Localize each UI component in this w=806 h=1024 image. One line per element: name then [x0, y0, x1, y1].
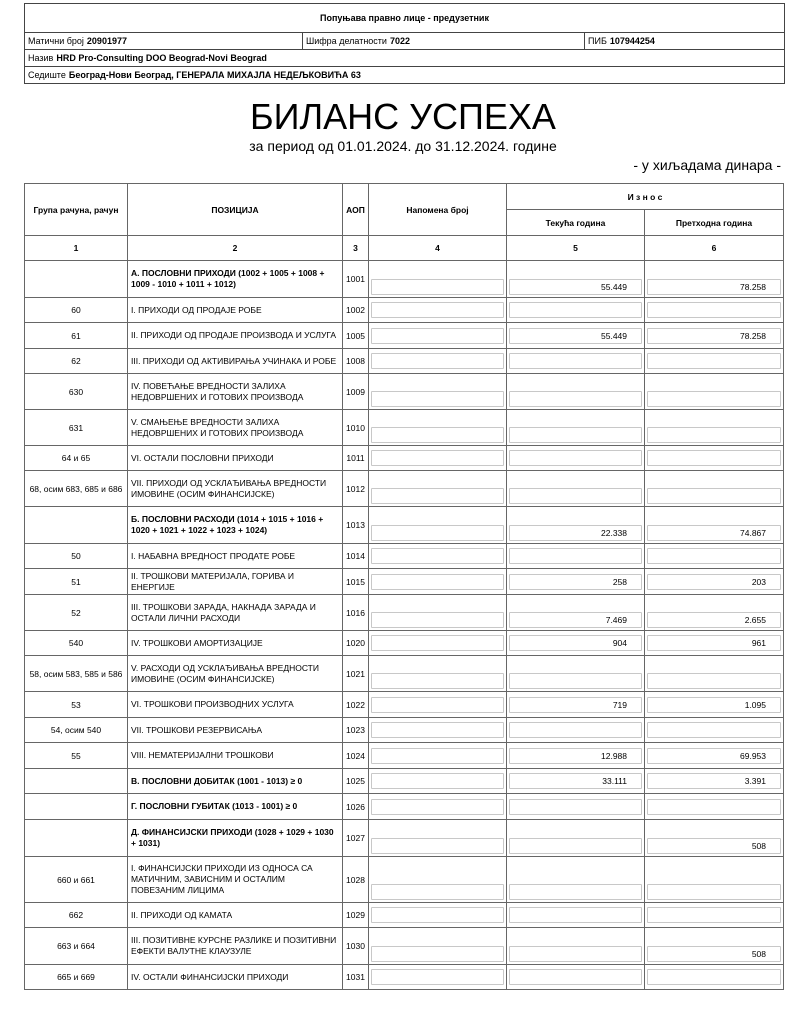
table-row [25, 349, 784, 374]
aop-cell: 1026 [343, 794, 369, 820]
col-head-previous: Претходна година [645, 210, 784, 236]
previous-year-cell [645, 410, 784, 446]
previous-year-cell [645, 692, 784, 718]
account-group-cell [25, 507, 128, 544]
account-group-cell [25, 769, 128, 794]
current-year-input[interactable]: 258 [509, 574, 642, 590]
aop-cell: 1022 [343, 692, 369, 718]
aop-cell: 1015 [343, 569, 369, 595]
table-row [25, 410, 784, 446]
note-cell [369, 569, 507, 595]
table-row [25, 965, 784, 990]
account-group-cell: 663 и 664 [25, 928, 128, 965]
position-cell: Д. ФИНАНСИЈСКИ ПРИХОДИ (1028 + 1029 + 1030 + 1031) [128, 820, 343, 857]
previous-year-input[interactable] [647, 884, 781, 900]
note-input[interactable] [371, 279, 504, 295]
note-input[interactable] [371, 946, 504, 962]
current-year-cell [507, 857, 645, 903]
note-cell [369, 965, 507, 990]
col-head-aop: АОП [343, 184, 369, 236]
current-year-input[interactable] [509, 969, 642, 985]
note-input[interactable] [371, 748, 504, 764]
previous-year-cell [645, 857, 784, 903]
note-input[interactable] [371, 635, 504, 651]
position-cell: Г. ПОСЛОВНИ ГУБИТАК (1013 - 1001) ≥ 0 [128, 794, 343, 820]
note-cell [369, 507, 507, 544]
previous-year-cell [645, 544, 784, 569]
current-year-input[interactable]: 719 [509, 697, 642, 713]
table-row [25, 595, 784, 631]
position-cell: IV. ОСТАЛИ ФИНАНСИЈСКИ ПРИХОДИ [128, 965, 343, 990]
current-year-cell [507, 349, 645, 374]
income-statement-table [24, 183, 784, 990]
previous-year-input[interactable]: 69.953 [647, 748, 781, 764]
note-cell [369, 298, 507, 323]
previous-year-input[interactable] [647, 969, 781, 985]
account-group-cell [25, 820, 128, 857]
previous-year-input[interactable]: 508 [647, 946, 781, 962]
current-year-cell [507, 374, 645, 410]
previous-year-input[interactable] [647, 488, 781, 504]
aop-cell: 1001 [343, 261, 369, 298]
note-cell [369, 769, 507, 794]
aop-cell: 1012 [343, 471, 369, 507]
previous-year-cell [645, 631, 784, 656]
account-group-cell: 660 и 661 [25, 857, 128, 903]
aop-cell: 1009 [343, 374, 369, 410]
col-num-2: 2 [128, 236, 343, 261]
previous-year-cell [645, 298, 784, 323]
table-row [25, 718, 784, 743]
current-year-cell [507, 794, 645, 820]
position-cell: I. НАБАВНА ВРЕДНОСТ ПРОДАТЕ РОБЕ [128, 544, 343, 569]
previous-year-input[interactable] [647, 450, 781, 466]
account-group-cell: 51 [25, 569, 128, 595]
current-year-cell [507, 965, 645, 990]
current-year-cell [507, 323, 645, 349]
account-group-cell: 50 [25, 544, 128, 569]
previous-year-input[interactable] [647, 302, 781, 318]
position-cell: VI. ТРОШКОВИ ПРОИЗВОДНИХ УСЛУГА [128, 692, 343, 718]
maticni-value: 20901977 [86, 36, 127, 46]
current-year-cell [507, 718, 645, 743]
previous-year-input[interactable] [647, 799, 781, 815]
position-cell: V. СМАЊЕЊЕ ВРЕДНОСТИ ЗАЛИХА НЕДОВРШЕНИХ И ГОТОВИХ ПРОИЗВОДА [128, 410, 343, 446]
current-year-cell [507, 820, 645, 857]
current-year-cell [507, 471, 645, 507]
note-input[interactable] [371, 525, 504, 541]
naziv-label: Назив [28, 53, 54, 63]
current-year-cell [507, 569, 645, 595]
position-cell: II. ПРИХОДИ ОД ПРОДАЈЕ ПРОИЗВОДА И УСЛУГА [128, 323, 343, 349]
note-cell [369, 595, 507, 631]
table-row [25, 471, 784, 507]
pib-cell [585, 33, 784, 49]
aop-cell: 1023 [343, 718, 369, 743]
table-row [25, 569, 784, 595]
previous-year-input[interactable] [647, 353, 781, 369]
current-year-input[interactable] [509, 884, 642, 900]
aop-cell: 1010 [343, 410, 369, 446]
account-group-cell: 60 [25, 298, 128, 323]
account-group-cell: 62 [25, 349, 128, 374]
col-head-amount: И з н о с [507, 184, 784, 210]
aop-cell: 1016 [343, 595, 369, 631]
position-cell: III. ПРИХОДИ ОД АКТИВИРАЊА УЧИНАКА И РОБЕ [128, 349, 343, 374]
note-input[interactable] [371, 697, 504, 713]
current-year-cell [507, 656, 645, 692]
note-input[interactable] [371, 328, 504, 344]
current-year-input[interactable] [509, 838, 642, 854]
account-group-cell: 64 и 65 [25, 446, 128, 471]
note-cell [369, 446, 507, 471]
company-header [24, 3, 785, 84]
previous-year-input[interactable]: 74.867 [647, 525, 781, 541]
position-cell: I. ФИНАНСИЈСКИ ПРИХОДИ ИЗ ОДНОСА СА МАТИЧНИМ, ЗАВИСНИМ И ОСТАЛИМ ПОВЕЗАНИМ ЛИЦИМА [128, 857, 343, 903]
table-row [25, 261, 784, 298]
table-row [25, 820, 784, 857]
previous-year-cell [645, 349, 784, 374]
table-row [25, 446, 784, 471]
note-cell [369, 544, 507, 569]
current-year-input[interactable]: 55.449 [509, 328, 642, 344]
position-cell: VIII. НЕМАТЕРИЈАЛНИ ТРОШКОВИ [128, 743, 343, 769]
note-cell [369, 857, 507, 903]
table-row [25, 374, 784, 410]
note-input[interactable] [371, 673, 504, 689]
previous-year-cell [645, 794, 784, 820]
position-cell: III. ПОЗИТИВНЕ КУРСНЕ РАЗЛИКЕ И ПОЗИТИВНИ ЕФЕКТИ ВАЛУТНЕ КЛАУЗУЛЕ [128, 928, 343, 965]
previous-year-cell [645, 569, 784, 595]
table-row [25, 903, 784, 928]
previous-year-cell [645, 261, 784, 298]
account-group-cell: 540 [25, 631, 128, 656]
current-year-cell [507, 928, 645, 965]
aop-cell: 1005 [343, 323, 369, 349]
current-year-cell [507, 298, 645, 323]
previous-year-cell [645, 965, 784, 990]
table-row [25, 631, 784, 656]
previous-year-input[interactable]: 1.095 [647, 697, 781, 713]
position-cell: III. ТРОШКОВИ ЗАРАДА, НАКНАДА ЗАРАДА И ОСТАЛИ ЛИЧНИ РАСХОДИ [128, 595, 343, 631]
previous-year-input[interactable] [647, 907, 781, 923]
note-input[interactable] [371, 907, 504, 923]
current-year-input[interactable]: 55.449 [509, 279, 642, 295]
note-input[interactable] [371, 353, 504, 369]
account-group-cell: 68, осим 683, 685 и 686 [25, 471, 128, 507]
current-year-cell [507, 743, 645, 769]
note-input[interactable] [371, 838, 504, 854]
note-cell [369, 820, 507, 857]
account-group-cell [25, 794, 128, 820]
previous-year-input[interactable] [647, 391, 781, 407]
note-input[interactable] [371, 302, 504, 318]
sediste-label: Седиште [28, 70, 66, 80]
naziv-value: HRD Pro-Consulting DOO Beograd-Novi Beograd [56, 53, 267, 63]
account-group-cell: 662 [25, 903, 128, 928]
previous-year-cell [645, 820, 784, 857]
note-cell [369, 349, 507, 374]
note-input[interactable] [371, 612, 504, 628]
previous-year-input[interactable] [647, 548, 781, 564]
account-group-cell: 61 [25, 323, 128, 349]
col-num-4: 4 [369, 236, 507, 261]
account-group-cell: 55 [25, 743, 128, 769]
current-year-input[interactable] [509, 302, 642, 318]
current-year-input[interactable] [509, 722, 642, 738]
current-year-input[interactable]: 7.469 [509, 612, 642, 628]
account-group-cell: 52 [25, 595, 128, 631]
note-input[interactable] [371, 799, 504, 815]
position-cell: VI. ОСТАЛИ ПОСЛОВНИ ПРИХОДИ [128, 446, 343, 471]
previous-year-cell [645, 374, 784, 410]
aop-cell: 1030 [343, 928, 369, 965]
current-year-input[interactable] [509, 488, 642, 504]
col-num-5: 5 [507, 236, 645, 261]
previous-year-input[interactable]: 78.258 [647, 328, 781, 344]
naziv-cell [25, 50, 267, 66]
note-input[interactable] [371, 488, 504, 504]
table-row [25, 544, 784, 569]
previous-year-input[interactable]: 203 [647, 574, 781, 590]
position-cell: II. ТРОШКОВИ МАТЕРИЈАЛА, ГОРИВА И ЕНЕРГИЈЕ [128, 569, 343, 595]
col-head-note: Напомена број [369, 184, 507, 236]
current-year-cell [507, 446, 645, 471]
current-year-cell [507, 507, 645, 544]
previous-year-input[interactable] [647, 673, 781, 689]
previous-year-cell [645, 769, 784, 794]
current-year-cell [507, 261, 645, 298]
table-row [25, 656, 784, 692]
current-year-cell [507, 769, 645, 794]
table-row [25, 692, 784, 718]
report-unit: - у хиљадама динара - [633, 157, 781, 173]
current-year-cell [507, 410, 645, 446]
current-year-cell [507, 631, 645, 656]
table-row [25, 507, 784, 544]
col-num-3: 3 [343, 236, 369, 261]
aop-cell: 1011 [343, 446, 369, 471]
position-cell: В. ПОСЛОВНИ ДОБИТАК (1001 - 1013) ≥ 0 [128, 769, 343, 794]
current-year-input[interactable] [509, 353, 642, 369]
note-cell [369, 794, 507, 820]
note-cell [369, 261, 507, 298]
aop-cell: 1008 [343, 349, 369, 374]
note-input[interactable] [371, 969, 504, 985]
current-year-input[interactable] [509, 799, 642, 815]
current-year-cell [507, 692, 645, 718]
account-group-cell: 54, осим 540 [25, 718, 128, 743]
aop-cell: 1020 [343, 631, 369, 656]
previous-year-input[interactable]: 2.655 [647, 612, 781, 628]
note-input[interactable] [371, 427, 504, 443]
note-input[interactable] [371, 574, 504, 590]
previous-year-cell [645, 446, 784, 471]
col-num-1: 1 [25, 236, 128, 261]
current-year-input[interactable]: 12.988 [509, 748, 642, 764]
previous-year-cell [645, 323, 784, 349]
aop-cell: 1025 [343, 769, 369, 794]
note-input[interactable] [371, 548, 504, 564]
note-input[interactable] [371, 773, 504, 789]
note-cell [369, 718, 507, 743]
aop-cell: 1024 [343, 743, 369, 769]
table-row [25, 323, 784, 349]
table-row [25, 928, 784, 965]
table-row [25, 743, 784, 769]
aop-cell: 1002 [343, 298, 369, 323]
previous-year-input[interactable]: 961 [647, 635, 781, 651]
aop-cell: 1029 [343, 903, 369, 928]
table-row [25, 794, 784, 820]
note-cell [369, 410, 507, 446]
account-group-cell: 53 [25, 692, 128, 718]
current-year-cell [507, 544, 645, 569]
aop-cell: 1014 [343, 544, 369, 569]
current-year-cell [507, 595, 645, 631]
aop-cell: 1028 [343, 857, 369, 903]
position-cell: IV. ТРОШКОВИ АМОРТИЗАЦИЈЕ [128, 631, 343, 656]
col-head-group: Група рачуна, рачун [25, 184, 128, 236]
table-row [25, 769, 784, 794]
current-year-input[interactable] [509, 907, 642, 923]
sediste-cell [25, 67, 361, 83]
position-cell: А. ПОСЛОВНИ ПРИХОДИ (1002 + 1005 + 1008 + 1009 - 1010 + 1011 + 1012) [128, 261, 343, 298]
sediste-row [25, 66, 784, 83]
report-period: за период од 01.01.2024. до 31.12.2024. године [249, 138, 557, 154]
current-year-input[interactable]: 33.111 [509, 773, 642, 789]
account-group-cell: 630 [25, 374, 128, 410]
maticni-label: Матични број [28, 36, 84, 46]
previous-year-cell [645, 656, 784, 692]
previous-year-cell [645, 471, 784, 507]
pib-label: ПИБ [588, 36, 607, 46]
col-head-position: ПОЗИЦИЈА [128, 184, 343, 236]
note-input[interactable] [371, 391, 504, 407]
pib-value: 107944254 [609, 36, 655, 46]
previous-year-cell [645, 718, 784, 743]
col-num-6: 6 [645, 236, 784, 261]
aop-cell: 1027 [343, 820, 369, 857]
previous-year-cell [645, 928, 784, 965]
note-cell [369, 631, 507, 656]
position-cell: IV. ПОВЕЋАЊЕ ВРЕДНОСТИ ЗАЛИХА НЕДОВРШЕНИХ И ГОТОВИХ ПРОИЗВОДА [128, 374, 343, 410]
note-cell [369, 471, 507, 507]
current-year-input[interactable]: 904 [509, 635, 642, 651]
current-year-input[interactable]: 22.338 [509, 525, 642, 541]
sifra-label: Шифра делатности [306, 36, 387, 46]
previous-year-cell [645, 903, 784, 928]
previous-year-cell [645, 595, 784, 631]
ids-row [25, 32, 784, 49]
account-group-cell: 631 [25, 410, 128, 446]
note-cell [369, 928, 507, 965]
account-group-cell: 58, осим 583, 585 и 586 [25, 656, 128, 692]
col-head-current: Текућа година [507, 210, 645, 236]
sifra-cell [303, 33, 585, 49]
report-title: БИЛАНС УСПЕХА [250, 96, 556, 137]
note-cell [369, 743, 507, 769]
position-cell: VII. ТРОШКОВИ РЕЗЕРВИСАЊА [128, 718, 343, 743]
note-cell [369, 374, 507, 410]
note-input[interactable] [371, 722, 504, 738]
aop-cell: 1013 [343, 507, 369, 544]
current-year-input[interactable] [509, 391, 642, 407]
previous-year-input[interactable]: 78.258 [647, 279, 781, 295]
table-row [25, 298, 784, 323]
position-cell: VII. ПРИХОДИ ОД УСКЛАЂИВАЊА ВРЕДНОСТИ ИМОВИНЕ (ОСИМ ФИНАНСИЈСКЕ) [128, 471, 343, 507]
previous-year-input[interactable]: 3.391 [647, 773, 781, 789]
current-year-input[interactable] [509, 946, 642, 962]
current-year-input[interactable] [509, 450, 642, 466]
previous-year-input[interactable] [647, 722, 781, 738]
previous-year-input[interactable]: 508 [647, 838, 781, 854]
position-cell: II. ПРИХОДИ ОД КАМАТА [128, 903, 343, 928]
table-body [25, 261, 784, 990]
filler-label: Попуњава правно лице - предузетник [320, 13, 489, 23]
naziv-row [25, 49, 784, 66]
note-input[interactable] [371, 450, 504, 466]
position-cell: Б. ПОСЛОВНИ РАСХОДИ (1014 + 1015 + 1016 + 1020 + 1021 + 1022 + 1023 + 1024) [128, 507, 343, 544]
account-group-cell [25, 261, 128, 298]
previous-year-cell [645, 507, 784, 544]
filler-row [25, 4, 784, 32]
previous-year-input[interactable] [647, 427, 781, 443]
note-cell [369, 903, 507, 928]
sediste-value: Београд-Нови Београд, ГЕНЕРАЛА МИХАЈЛА НЕДЕЉКОВИЋА 63 [68, 70, 361, 80]
aop-cell: 1031 [343, 965, 369, 990]
note-cell [369, 323, 507, 349]
note-cell [369, 692, 507, 718]
table-row [25, 857, 784, 903]
previous-year-cell [645, 743, 784, 769]
current-year-cell [507, 903, 645, 928]
note-input[interactable] [371, 884, 504, 900]
maticni-cell [25, 33, 303, 49]
account-group-cell: 665 и 669 [25, 965, 128, 990]
current-year-input[interactable] [509, 673, 642, 689]
current-year-input[interactable] [509, 548, 642, 564]
sifra-value: 7022 [389, 36, 410, 46]
current-year-input[interactable] [509, 427, 642, 443]
position-cell: V. РАСХОДИ ОД УСКЛАЂИВАЊА ВРЕДНОСТИ ИМОВИНЕ (ОСИМ ФИНАНСИЈСКЕ) [128, 656, 343, 692]
aop-cell: 1021 [343, 656, 369, 692]
position-cell: I. ПРИХОДИ ОД ПРОДАЈЕ РОБЕ [128, 298, 343, 323]
note-cell [369, 656, 507, 692]
